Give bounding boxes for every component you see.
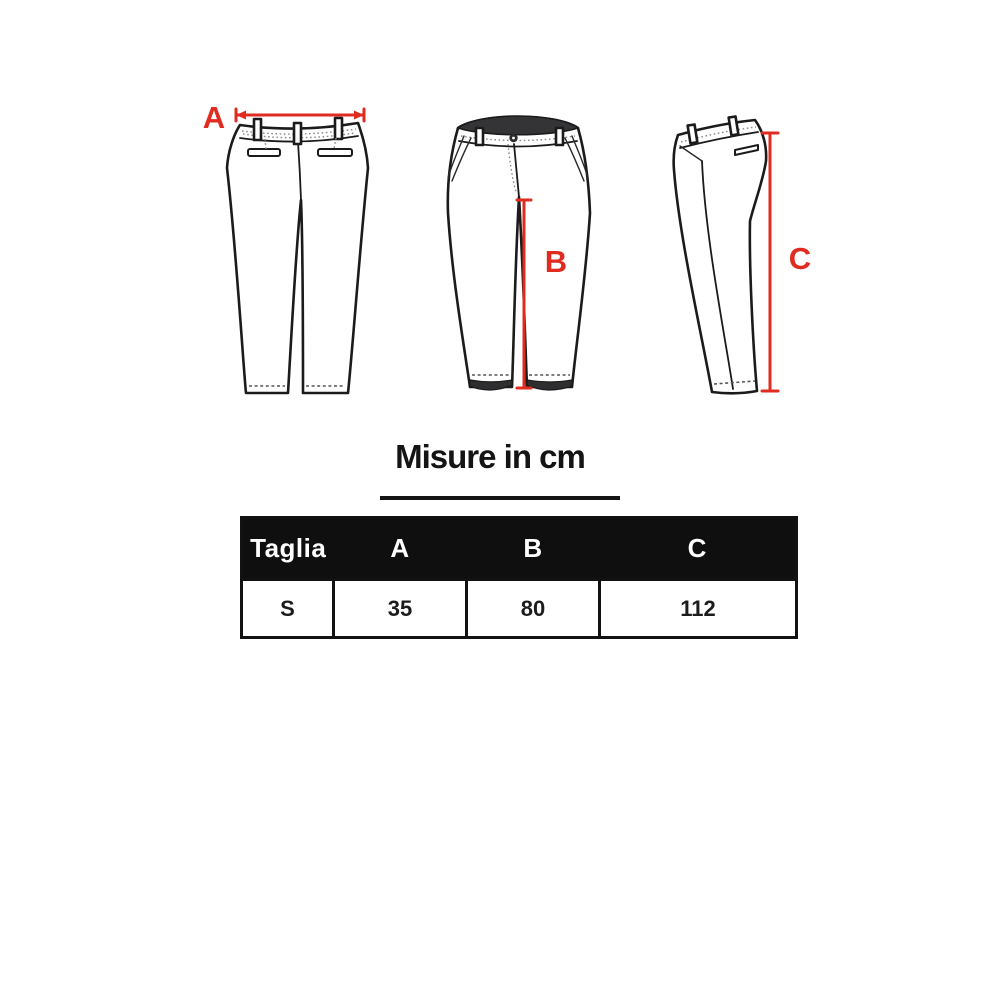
front-belt-loop-left [476, 128, 483, 145]
size-table-header-row [242, 518, 797, 580]
measure-label-a: A [202, 100, 226, 135]
table-header-c: C [600, 518, 797, 580]
back-pocket-right [318, 149, 352, 156]
cell-measure-a: 35 [334, 580, 467, 638]
measure-label-b: B [544, 244, 568, 279]
table-header-a: A [334, 518, 467, 580]
back-belt-loop-right [335, 118, 342, 139]
front-hem-right [527, 380, 572, 390]
back-dart-left [265, 139, 266, 149]
title-underline [380, 496, 620, 500]
pants-back-view-diagram [200, 86, 420, 396]
pants-front-view-diagram [430, 86, 650, 396]
cell-measure-c: 112 [600, 580, 797, 638]
pants-side-view-diagram [655, 86, 825, 396]
table-header-b: B [467, 518, 600, 580]
size-chart-title: Misure in cm [395, 438, 585, 475]
front-belt-loop-right [556, 128, 563, 145]
table-header-taglia: Taglia [242, 518, 334, 580]
cell-measure-b: 80 [467, 580, 600, 638]
side-belt-loop-back [729, 116, 739, 135]
pants-front-silhouette [448, 117, 590, 387]
waistband-button-hole [512, 137, 515, 140]
back-belt-loop-center [294, 123, 301, 144]
size-table-row-s [242, 580, 797, 638]
front-hem-left [470, 380, 512, 390]
measure-label-c: C [788, 241, 812, 276]
pants-back-silhouette [227, 123, 368, 393]
back-pocket-left [248, 149, 280, 156]
size-table [240, 516, 798, 639]
side-belt-loop-front [688, 124, 698, 143]
cell-size: S [242, 580, 334, 638]
back-belt-loop-left [254, 119, 261, 140]
pants-side-silhouette [674, 120, 767, 393]
